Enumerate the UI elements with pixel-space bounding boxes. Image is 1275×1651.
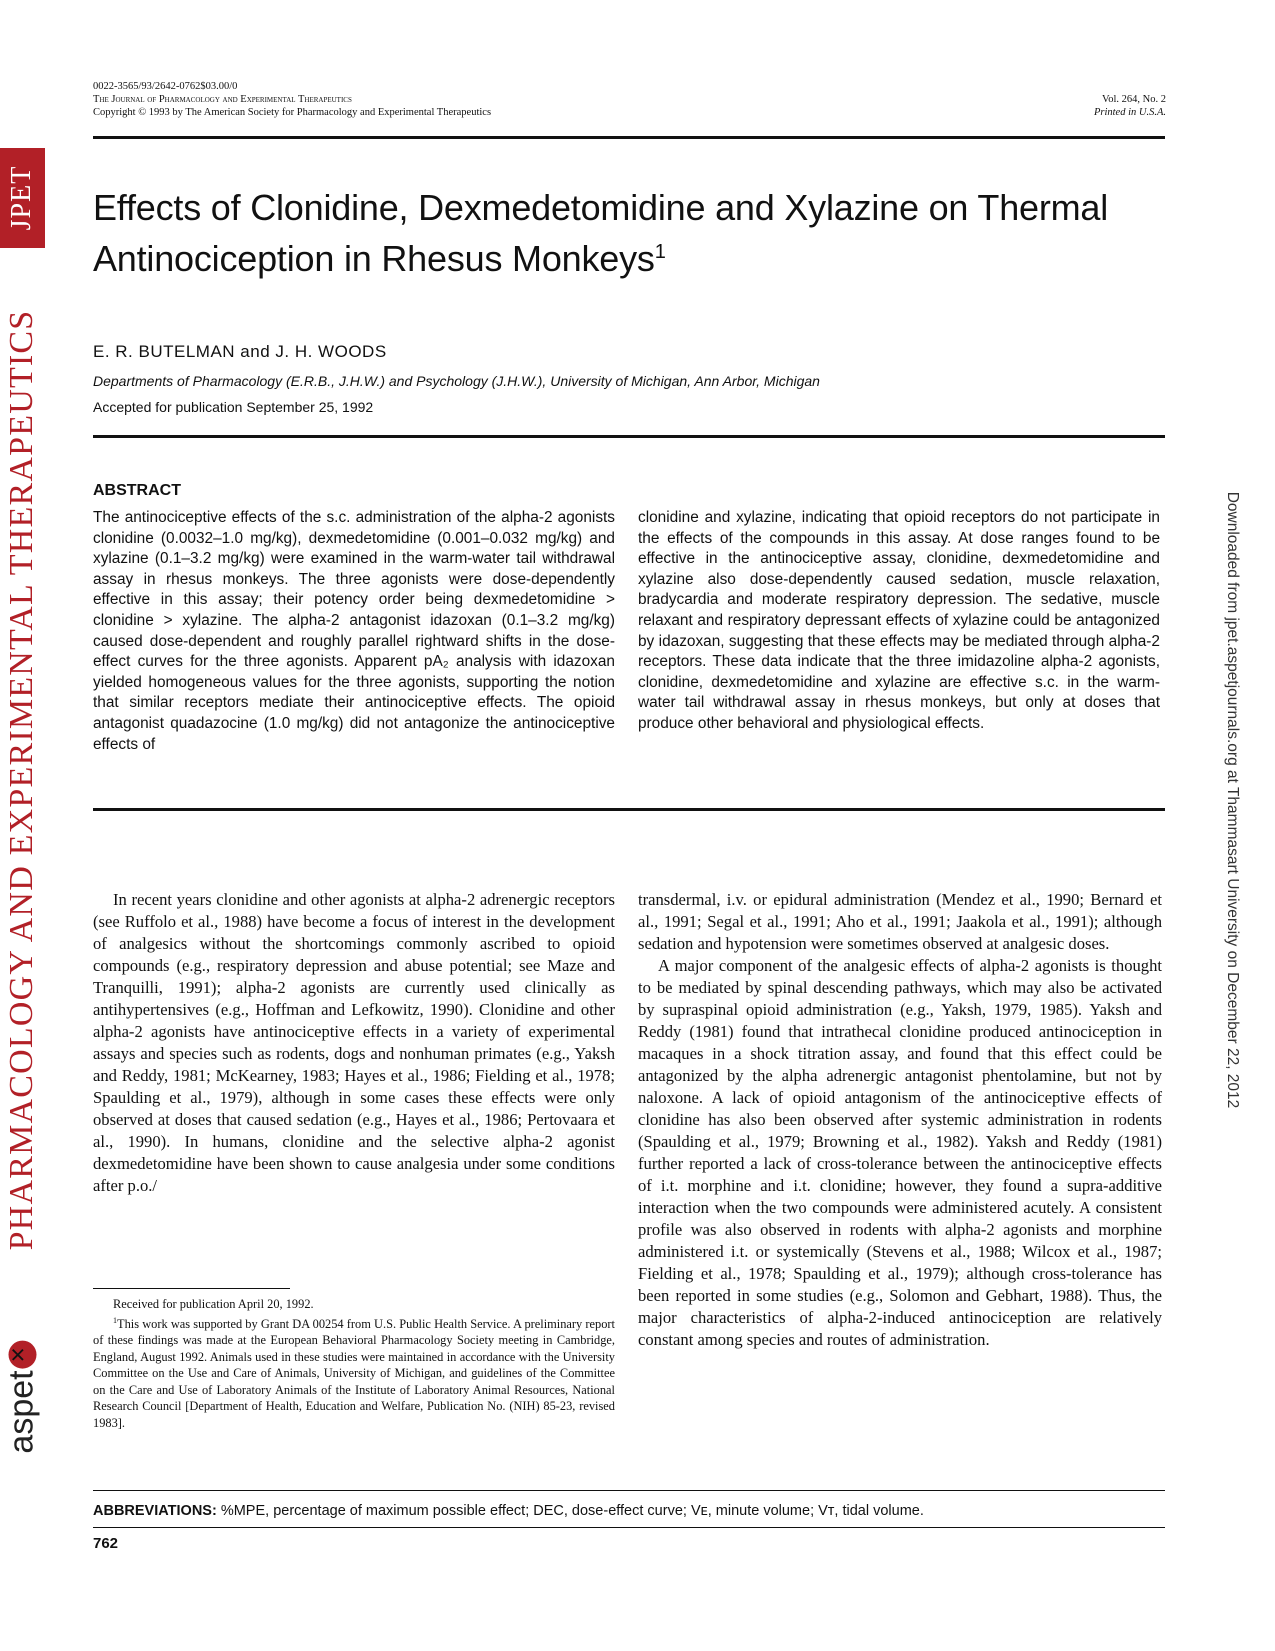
article-title-text: Effects of Clonidine, Dexmedetomidine and Xylazine on Thermal Antinociception in Rhesus Monkeys (93, 187, 1109, 279)
abstract-column-right: clonidine and xylazine, indicating that opioid receptors do not participate in the effects of the compounds in this assay. At dose ranges found to be effective in the antinociceptive assay, clonidine, dexmedetomidine and xylazine also dose-dependently caused sedation, muscle relaxation, bradycardia and moderate respiratory depression. The sedative, muscle relaxant and respiratory depressant effects of xylazine could be antagonized by idazoxan, suggesting that these effects may be mediated through alpha-2 receptors. These data indicate that the three imidazoline alpha-2 agonists, clonidine, dexmedetomidine and xylazine are effective s.c. in the warm-water tail withdrawal assay in rhesus monkeys, but only at doses that produce other behavioral and physiological effects. (638, 509, 1160, 732)
abbreviations (93, 1503, 924, 1519)
footnote-1-text: This work was supported by Grant DA 00254 from U.S. Public Health Service. A preliminary report of these findings was made at the European Behavioral Pharmacology Society meeting in Cambridge, England, August 1992. Animals used in these studies were maintained in accordance with the University Committee on the Use and Care of Animals, University of Michigan, and guidelines of the Committee on the Care and Use of Laboratory Animals of the Institute of Laboratory Animal Resources, National Research Council [Department of Health, Education and Welfare, Publication No. (NIH) 85-23, revised 1983]. (93, 1316, 615, 1430)
footnote-marker: 1 (113, 1315, 117, 1325)
footnote-1 (93, 1313, 615, 1432)
journal-header (93, 80, 491, 119)
body-paragraph: In recent years clonidine and other agonists at alpha-2 adrenergic receptors (see Ruffolo et al., 1988) have become a focus of interest in the development of analgesics without the shortcomings commonly ascribed to opioid compounds (e.g., respiratory depression and abuse potential; see Maze and Tranquilli, 1991); alpha-2 agonists are currently used clinically as antihypertensives (e.g., Hoffman and Lefkowitz, 1990). Clonidine and other alpha-2 agonists have antinociceptive effects in a variety of experimental assays and species such as rodents, dogs and nonhuman primates (e.g., Yaksh and Reddy, 1981; McKearney, 1983; Hayes et al., 1986; Fielding et al., 1978; Spaulding et al., 1979), although in some cases these effects were only observed at doses that caused sedation (e.g., Hayes et al., 1986; Pertovaara et al., 1990). In humans, clonidine and the selective alpha-2 agonist dexmedetomidine have been shown to cause analgesia under some conditions after p.o./ (93, 890, 615, 1195)
printed-in: Printed in U.S.A. (1093, 107, 1166, 118)
article-title (93, 186, 1183, 281)
abbreviations-rule-top (93, 1490, 1165, 1491)
volume-info (1094, 93, 1166, 119)
body-column-left (93, 889, 615, 1197)
received-date: Received for publication April 20, 1992. (113, 1297, 314, 1311)
aspet-logo (3, 1338, 42, 1453)
title-footnote-marker: 1 (654, 241, 666, 263)
article-code: 0022-3565/93/2642-0762$03.00/0 (93, 81, 238, 92)
abbreviations-rule-bottom (93, 1527, 1165, 1528)
title-rule (93, 435, 1165, 438)
abstract-heading: ABSTRACT (93, 482, 181, 499)
footnotes (93, 1296, 615, 1431)
jpet-badge-text: JPET (6, 165, 37, 231)
copyright-line: Copyright © 1993 by The American Society for Pharmacology and Experimental Therapeutics (93, 107, 492, 118)
aspet-logo-text: aspet (2, 1370, 41, 1454)
abbreviations-label: ABBREVIATIONS: (93, 1503, 217, 1519)
volume-number: Vol. 264, No. 2 (1102, 94, 1166, 105)
body-column-right (638, 889, 1162, 1351)
body-paragraph: transdermal, i.v. or epidural administration (Mendez et al., 1990; Bernard et al., 1991; Segal et al., 1991; Aho et al., 1991; Jaakola et al., 1991); although sedation and hypotension were sometimes observed at analgesic doses. (638, 890, 1162, 953)
abstract-rule (93, 808, 1165, 811)
page-number: 762 (93, 1535, 119, 1552)
side-journal-title: PHARMACOLOGY AND EXPERIMENTAL THERAPEUTICS (3, 309, 40, 1251)
footnote-rule (93, 1288, 290, 1289)
journal-name: The Journal of Pharmacology and Experimental Therapeutics (93, 94, 352, 105)
download-notice: Downloaded from jpet.aspetjournals.org at Thammasart University on December 22, 2012 (1224, 491, 1241, 1109)
abbreviations-text: %MPE, percentage of maximum possible effect; DEC, dose-effect curve; Vᴇ, minute volume; Vᴛ, tidal volume. (220, 1503, 924, 1519)
accepted-date: Accepted for publication September 25, 1992 (93, 399, 374, 415)
aspet-logo-icon (8, 1340, 36, 1368)
body-paragraph: A major component of the analgesic effects of alpha-2 agonists is thought to be mediated by spinal descending pathways, which may also be activated by supraspinal opioid administration (e.g., Yaksh, 1979, 1985). Yaksh and Reddy (1981) found that intrathecal clonidine produced antinociception in macaques in a shock titration assay, and found that this effect could be antagonized by the alpha adrenergic antagonist phentolamine, but not by naloxone. A lack of opioid antagonism of the antinociceptive effects of clonidine has also been observed after systemic administration in rodents (Spaulding et al., 1979; Browning et al., 1982). Yaksh and Reddy (1981) further reported a lack of cross-tolerance between the antinociceptive effects of i.t. morphine and i.t. clonidine; however, they found a supra-additive interaction when the two compounds were administered acutely. A consistent profile was also observed in rodents with alpha-2 agonists and morphine administered i.t. or systemically (Stevens et al., 1988; Wilcox et al., 1987; Fielding et al., 1978; Spaulding et al., 1979); although cross-tolerance has been reported in some studies (e.g., Solomon and Gebhart, 1988). Thus, the major characteristics of alpha-2-induced antinociception are relatively constant among species and routes of administration. (638, 956, 1162, 1349)
authors: E. R. BUTELMAN and J. H. WOODS (93, 342, 387, 361)
abstract-column-left: The antinociceptive effects of the s.c. administration of the alpha-2 agonists clonidine (0.0032–1.0 mg/kg), dexmedetomidine (0.001–0.032 mg/kg) and xylazine (0.1–3.2 mg/kg) were examined in the warm-water tail withdrawal assay in rhesus monkeys. The three agonists were dose-dependently effective in this assay; their potency order being dexmedetomidine > clonidine > xylazine. The alpha-2 antagonist idazoxan (0.1–3.2 mg/kg) caused dose-dependent and roughly parallel rightward shifts in the dose-effect curves for the three agonists. Apparent pA₂ analysis with idazoxan yielded homogeneous values for the three agonists, supporting the notion that similar receptors mediate their antinociceptive effects. The opioid antagonist quadazocine (1.0 mg/kg) did not antagonize the antinociceptive effects of (93, 509, 615, 753)
header-rule (93, 136, 1165, 139)
affiliation: Departments of Pharmacology (E.R.B., J.H.W.) and Psychology (J.H.W.), University of Michigan, Ann Arbor, Michigan (93, 373, 820, 389)
